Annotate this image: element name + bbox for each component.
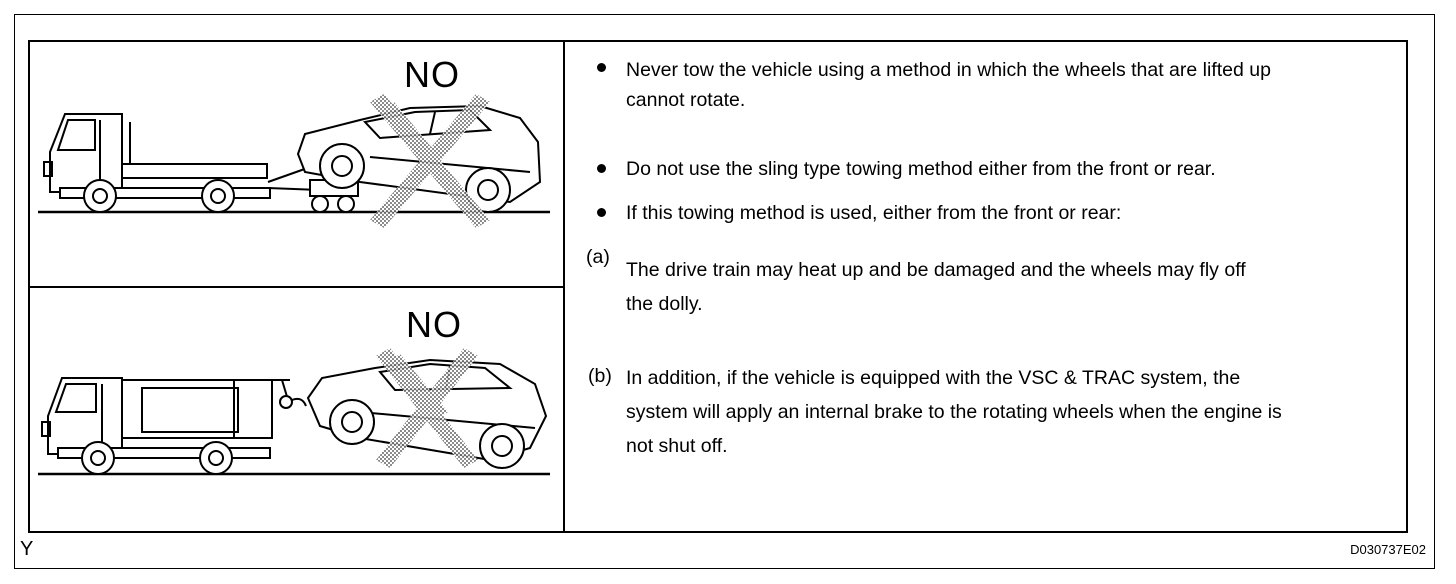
corner-mark: Y xyxy=(20,538,34,560)
item-b-line2: system will apply an internal brake to the rotating wheels when the engine is xyxy=(626,401,1282,423)
item-b-line3: not shut off. xyxy=(626,435,728,457)
bullet-icon xyxy=(597,208,606,217)
item-b-marker: (b) xyxy=(588,365,612,387)
item-a-line1: The drive train may heat up and be damaged and the wheels may fly off xyxy=(626,259,1246,281)
no-label-top: NO xyxy=(404,54,460,95)
figure-id: D030737E02 xyxy=(1350,542,1426,557)
flatbed-dolly-tow-illustration xyxy=(30,42,562,286)
tow-truck-icon xyxy=(42,378,306,474)
bullet-1-line2: cannot rotate. xyxy=(626,89,746,112)
bullet-1-line1: Never tow the vehicle using a method in which the wheels that are lifted up xyxy=(626,59,1271,81)
bullet-icon xyxy=(597,63,606,72)
no-label-bottom: NO xyxy=(406,304,462,345)
item-a-text xyxy=(626,253,1246,321)
item-a-line2: the dolly. xyxy=(626,293,703,315)
item-b-line1: In addition, if the vehicle is equipped with the VSC & TRAC system, the xyxy=(626,367,1241,389)
truck-icon xyxy=(44,114,270,212)
item-b-text xyxy=(626,361,1282,463)
bullet-2-text: Do not use the sling type towing method either from the front or rear. xyxy=(626,158,1216,180)
sling-tow-illustration xyxy=(30,288,562,531)
bullet-icon xyxy=(597,164,606,173)
item-a-marker: (a) xyxy=(586,246,610,268)
bullet-1-text xyxy=(626,55,1271,115)
bullet-3-text: If this towing method is used, either from the front or rear: xyxy=(626,202,1122,224)
